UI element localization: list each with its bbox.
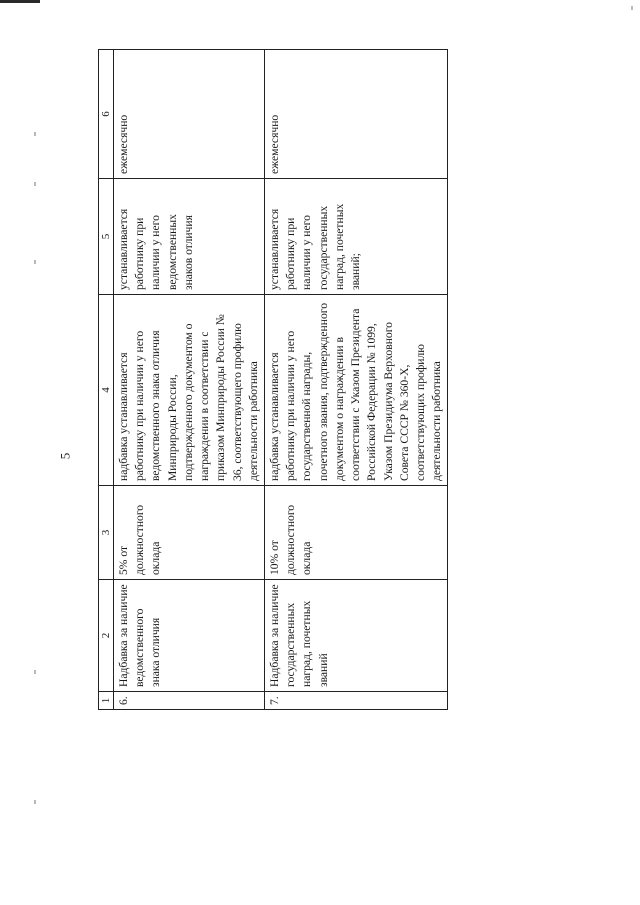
column-header: 4 (99, 295, 114, 486)
row-number: 6. (114, 692, 265, 710)
scan-artifact (34, 670, 36, 674)
scan-artifact (631, 6, 633, 10)
allowance-basis: устанавливается работнику при наличии у него ведомственных знаков отличия (114, 179, 265, 295)
column-header: 1 (99, 692, 114, 710)
row-number: 7. (264, 692, 447, 710)
allowance-table (98, 49, 448, 710)
scan-artifact (34, 800, 36, 804)
column-header: 5 (99, 179, 114, 295)
table-row (264, 50, 447, 710)
table-row (114, 50, 265, 710)
column-header: 2 (99, 580, 114, 692)
allowance-amount: 5% от должностного оклада (114, 486, 265, 580)
allowance-name: Надбавка за наличие государственных наград, почетных званий (264, 580, 447, 692)
allowance-periodicity: ежемесячно (114, 50, 265, 179)
allowance-condition: надбавка устанавливается работнику при наличии у него ведомственного знака отличия Минприроды России, подтвержденного документом о награждении в соответствии с приказом Минприроды России № 36, соответствующего профилю деятельности работника (114, 295, 265, 486)
allowance-amount: 10% от должностного оклада (264, 486, 447, 580)
allowance-name: Надбавка за наличие ведомственного знака отличия (114, 580, 265, 692)
allowance-basis: устанавливается работнику при наличии у него государственных наград, почетных званий; (264, 179, 447, 295)
table-header-row (99, 50, 114, 710)
scan-artifact (34, 260, 36, 264)
rotated-table-container (98, 50, 444, 710)
scan-edge-mark (0, 0, 40, 3)
column-header: 6 (99, 50, 114, 179)
page-number: 5 (57, 452, 73, 460)
column-header: 3 (99, 486, 114, 580)
scan-artifact (34, 182, 36, 186)
allowance-periodicity: ежемесячно (264, 50, 447, 179)
scan-artifact (34, 132, 36, 136)
allowance-condition: надбавка устанавливается работнику при наличии у него государственной награды, почетного звания, подтвержденного документом о награждении в соответствии с Указом Президента Российской Федерации № 1099, Указом Президиума Верховного Совета СССР № 360-Х, соответствующих профилю деятельности работника (264, 295, 447, 486)
